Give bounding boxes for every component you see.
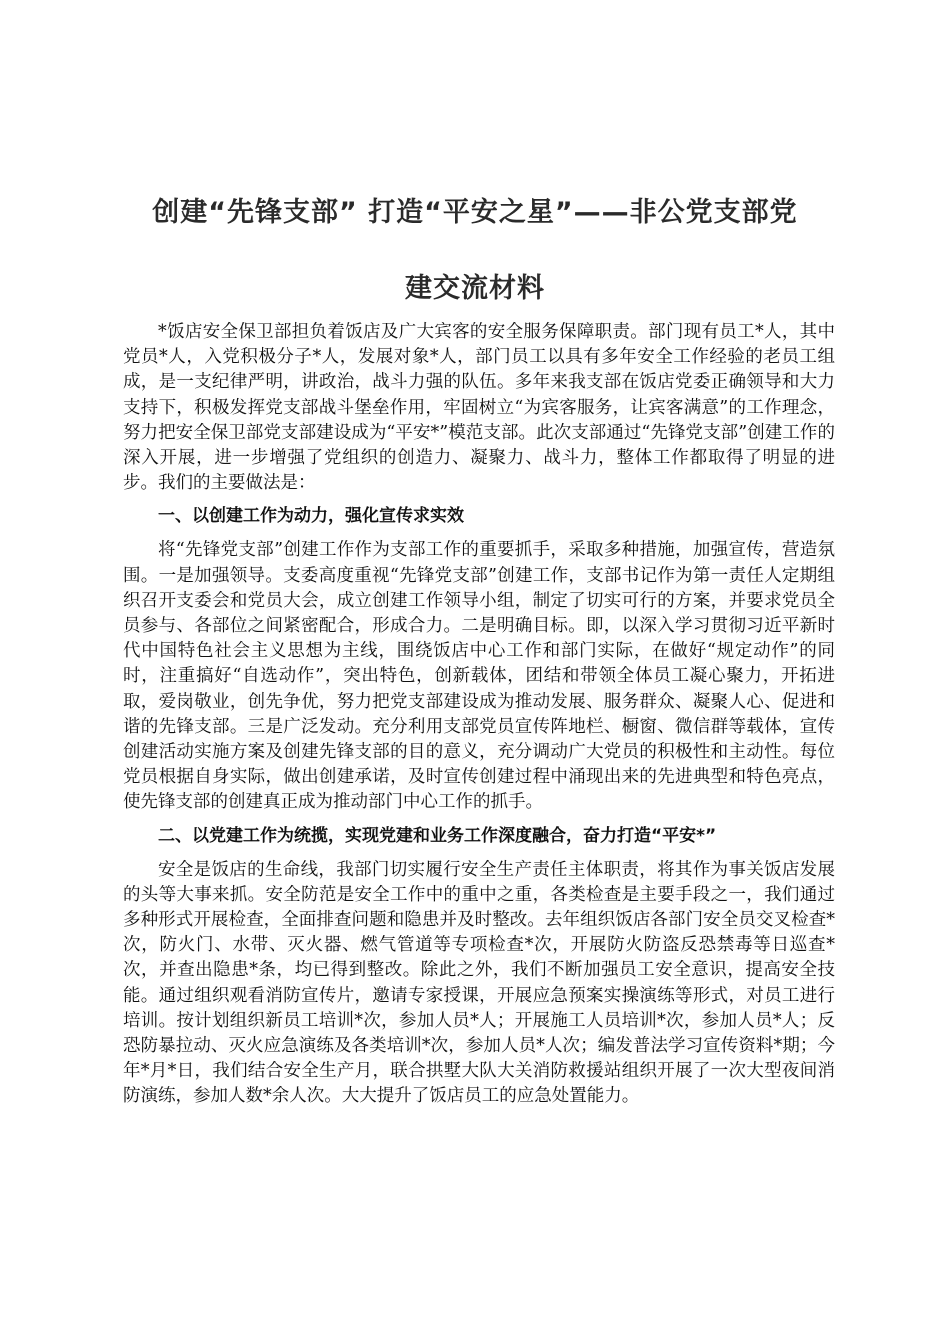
document-body — [123, 320, 835, 1110]
section-2-paragraph: 安全是饭店的生命线，我部门切实履行安全生产责任主体职责，将其作为事关饭店发展的头等大事来抓。安全防范是安全工作中的重中之重，各类检查是主要手段之一，我们通过多种形式开展检查，全面排查问题和隐患并及时整改。去年组织饭店各部门安全员交叉检查*次，防火门、水带、灭火器、燃气管道等专项检查*次，开展防火防盗反恐禁毒等日巡查*次，并查出隐患*条，均已得到整改。除此之外，我们不断加强员工安全意识，提高安全技能。通过组织观看消防宣传片，邀请专家授课，开展应急预案实操演练等形式，对员工进行培训。按计划组织新员工培训*次，参加人员*人；开展施工人员培训*次，参加人员*人；反恐防暴拉动、灭火应急演练及各类培训*次，参加人员*人次；编发普法学习宣传资料*期；今年*月*日，我们结合安全生产月，联合拱墅大队大关消防救援站组织开展了一次大型夜间消防演练，参加人数*余人次。大大提升了饭店员工的应急处置能力。 — [123, 859, 835, 1107]
document-title-line-2: 建交流材料 — [405, 273, 545, 304]
document-title-line-1: 创建“先锋支部” 打造“平安之星”——非公党支部党 — [152, 197, 798, 228]
intro-paragraph: *饭店安全保卫部担负着饭店及广大宾客的安全服务保障职责。部门现有员工*人，其中党员*人，入党积极分子*人，发展对象*人，部门员工以具有多年安全工作经验的老员工组成，是一支纪律严明，讲政治，战斗力强的队伍。多年来我支部在饭店党委正确领导和大力支持下，积极发挥党支部战斗堡垒作用，牢固树立“为宾客服务，让宾客满意”的工作理念，努力把安全保卫部党支部建设成为“平安*”模范支部。此次支部通过“先锋党支部”创建工作的深入开展，进一步增强了党组织的创造力、凝聚力、战斗力，整体工作都取得了明显的进步。我们的主要做法是： — [123, 322, 835, 494]
section-1-heading: 一、以创建工作为动力，强化宣传求实效 — [158, 506, 464, 527]
section-1-paragraph: 将“先锋党支部”创建工作作为支部工作的重要抓手，采取多种措施，加强宣传，营造氛围。一是加强领导。支委高度重视“先锋党支部”创建工作，支部书记作为第一责任人定期组织召开支委会和党员大会，成立创建工作领导小组，制定了切实可行的方案，并要求党员全员参与、各部位之间紧密配合，形成合力。二是明确目标。即，以深入学习贯彻习近平新时代中国特色社会主义思想为主线，围绕饭店中心工作和部门实际，在做好“规定动作”的同时，注重搞好“自选动作”，突出特色，创新载体，团结和带领全体员工凝心聚力，开拓进取，爱岗敬业，创先争优，努力把党支部建设成为推动发展、服务群众、凝聚人心、促进和谐的先锋支部。三是广泛发动。充分利用支部党员宣传阵地栏、橱窗、微信群等载体，宣传创建活动实施方案及创建先锋支部的目的意义，充分调动广大党员的积极性和主动性。每位党员根据自身实际，做出创建承诺，及时宣传创建过程中涌现出来的先进典型和特色亮点，使先锋支部的创建真正成为推动部门中心工作的抓手。 — [123, 540, 835, 813]
section-2-heading: 二、以党建工作为统揽，实现党建和业务工作深度融合，奋力打造“平安*” — [158, 825, 717, 846]
